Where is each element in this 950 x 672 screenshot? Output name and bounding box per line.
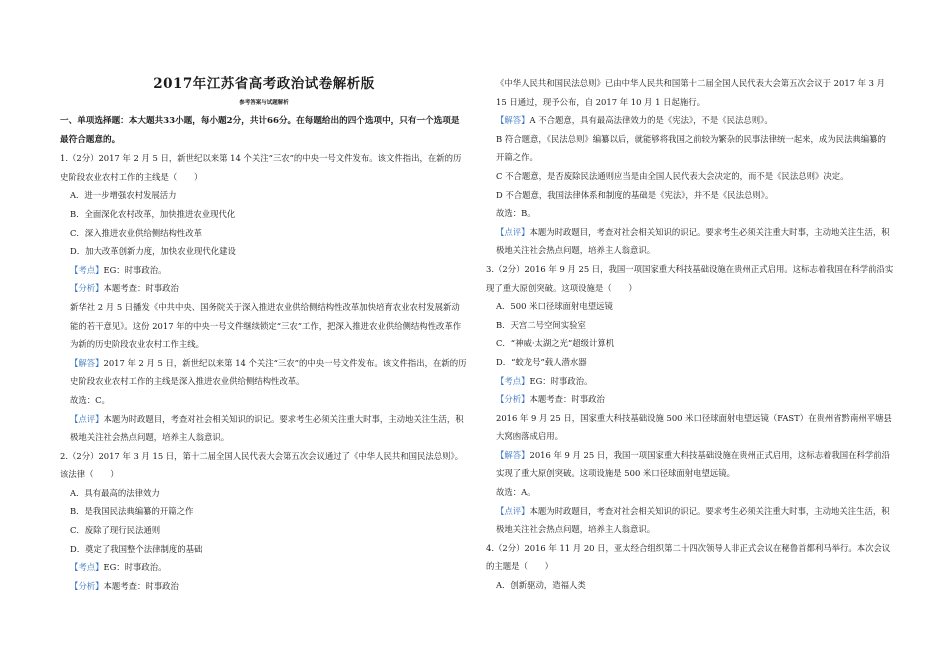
section-heading: 一、单项选择题：本大题共33小题，每小题2分，共计66分。在每题给出的四个选项中，只有一个选项是最符合题意的。 xyxy=(60,116,460,145)
q3-fenxi-detail: 2016 年 9 月 25 日，国家重大科技基础设施 500 米口径球面射电望远镜（FAST）在贵州省黔南州平塘县大窝凼落成启用。 xyxy=(496,412,892,442)
q3-kaodian-text: EG：时事政治。 xyxy=(529,375,593,386)
q1-option-d: D．加大改革创新力度，加快农业现代化建设 xyxy=(70,246,236,257)
q3-answer: 故选：A。 xyxy=(496,487,536,498)
q2-kaodian-text: EG：时事政治。 xyxy=(103,562,167,573)
q3-jieda-text: 2016 年 9 月 25 日，我国一项国家重大科技基础设施在贵州正式启用，这标志着我国在科学前沿实现了重大原创突破。这项设施是 500 米口径球面射电望远镜。 xyxy=(496,449,890,479)
q1-option-b: B．全面深化农村改革，加快推进农业现代化 xyxy=(70,208,236,219)
q2-fenxi-text: 本题考查：时事政治 xyxy=(103,580,179,591)
left-column xyxy=(60,0,468,595)
q3-dianping xyxy=(486,502,894,539)
right-column xyxy=(486,74,894,595)
q1-answer: 故选：C。 xyxy=(70,394,110,405)
q2-kaodian xyxy=(60,558,468,577)
q2-option-c: C．废除了现行民法通则 xyxy=(70,525,161,536)
q2-jieda-c: C 不合题意，是否废除民法通则应当是由全国人民代表大会决定的，而不是《民法总则》决定。 xyxy=(496,170,849,181)
q3-fenxi xyxy=(486,390,894,409)
jieda-tag: 【解答】 xyxy=(496,115,530,126)
jieda-tag: 【解答】 xyxy=(70,357,104,368)
q3-fenxi-text: 本题考查：时事政治 xyxy=(529,394,605,405)
q1-option-c: C．深入推进农业供给侧结构性改革 xyxy=(70,227,203,238)
jieda-tag: 【解答】 xyxy=(496,449,530,460)
q1-dianping-text: 本题为时政题目，考查对社会相关知识的识记。要求考生必须关注重大时事，主动地关注生活，积极地关注社会热点问题，培养主人翁意识。 xyxy=(70,413,464,443)
q4-option-a: A．创新驱动，造福人类 xyxy=(496,580,586,591)
q3-option-d: D．“蛟龙号”载人潜水器 xyxy=(496,356,587,367)
q3-dianping-text: 本题为时政题目，考查对社会相关知识的识记。要求考生必须关注重大时事，主动地关注生活，积极地关注社会热点问题，培养主人翁意识。 xyxy=(496,505,890,535)
fenxi-tag: 【分析】 xyxy=(70,580,104,591)
fenxi-tag: 【分析】 xyxy=(70,283,104,294)
question-1-stem: 1.（2分）2017 年 2 月 5 日，新世纪以来第 14 个关注“三农”的中央一号文件发布。该文件指出，在新的历史阶段农业农村工作的主线是（ ） xyxy=(60,153,462,182)
kaodian-tag: 【考点】 xyxy=(496,375,530,386)
q2-option-a: A．具有最高的法律效力 xyxy=(70,487,160,498)
q2-fenxi xyxy=(60,577,468,596)
q2-dianping xyxy=(486,223,894,260)
dianping-tag: 【点评】 xyxy=(70,413,104,424)
question-3-stem: 3.（2分）2016 年 9 月 25 日，我国一项国家重大科技基础设施在贵州正式启用。这标志着我国在科学前沿实现了重大原创突破。这项设施是（ ） xyxy=(486,263,894,293)
fenxi-tag: 【分析】 xyxy=(496,394,530,405)
question-4-stem: 4.（2分）2016 年 11 月 20 日，亚太经合组织第二十四次领导人非正式会议在秘鲁首都利马举行。本次会议的主题是（ ） xyxy=(486,542,891,572)
q2-answer: 故选：B。 xyxy=(496,208,536,219)
q1-kaodian xyxy=(60,261,468,280)
q2-jieda-a-text: A 不合题意，具有最高法律效力的是《宪法》，不是《民法总则》。 xyxy=(529,115,773,126)
q2-jieda-d: D 不合题意，我国法律体系和制度的基础是《宪法》，并不是《民法总则》。 xyxy=(496,189,774,200)
q2-option-d: D．奠定了我国整个法律制度的基础 xyxy=(70,543,203,554)
kaodian-tag: 【考点】 xyxy=(70,264,104,275)
q3-jieda xyxy=(486,446,894,483)
q3-option-c: C．“神威·太湖之光”超级计算机 xyxy=(496,338,615,349)
q1-fenxi xyxy=(60,279,468,298)
dianping-tag: 【点评】 xyxy=(496,226,530,237)
document-subtitle: 参考答案与试题解析 xyxy=(239,100,289,106)
dianping-tag: 【点评】 xyxy=(496,505,530,516)
q2-jieda-b: B 符合题意，《民法总则》编纂以后，就能够将我国之前较为繁杂的民事法律统一起来，成为民法典编纂的开篇之作。 xyxy=(496,133,886,163)
q1-option-a: A．进一步增强农村发展活力 xyxy=(70,190,177,201)
q3-kaodian xyxy=(486,372,894,391)
q2-dianping-text: 本题为时政题目，考查对社会相关知识的识记。要求考生必须关注重大时事，主动地关注生活，积极地关注社会热点问题，培养主人翁意识。 xyxy=(496,226,890,256)
q1-jieda-text: 2017 年 2 月 5 日，新世纪以来第 14 个关注“三农”的中央一号文件发布。该文件指出，在新的历史阶段农业农村工作的主线是深入推进农业供给侧结构性改革。 xyxy=(70,357,467,387)
document-title: 2017年江苏省高考政治试卷解析版 xyxy=(153,76,375,92)
q3-option-b: B．天宫二号空间实验室 xyxy=(496,319,586,330)
q3-option-a: A．500 米口径球面射电望远镜 xyxy=(496,301,613,312)
q1-fenxi-detail: 新华社 2 月 5 日播发《中共中央、国务院关于深入推进农业供给侧结构性改革加快培育农业农村发展新动能的若干意见》。这份 2017 年的中央一号文件继续锁定“三农”工作，把深入推进农业供给侧结构性改革作为新的历史阶段农业农村工作主线。 xyxy=(70,301,462,350)
q2-fenxi-detail: 《中华人民共和国民法总则》已由中华人民共和国第十二届全国人民代表大会第五次会议于 2017 年 3 月 15 日通过，现予公布，自 2017 年 10 月 1 日起施行。 xyxy=(496,78,886,107)
q1-jieda xyxy=(60,354,468,391)
q2-option-b: B．是我国民法典编纂的开篇之作 xyxy=(70,506,194,517)
q2-jieda-a xyxy=(486,111,894,130)
q1-fenxi-text: 本题考查：时事政治 xyxy=(103,283,179,294)
q1-kaodian-text: EG：时事政治。 xyxy=(103,264,167,275)
kaodian-tag: 【考点】 xyxy=(70,562,104,573)
question-2-stem: 2.（2分）2017 年 3 月 15 日，第十二届全国人民代表大会第五次会议通过了《中华人民共和国民法总则》。该法律（ ） xyxy=(60,450,464,480)
q1-dianping xyxy=(60,410,468,447)
